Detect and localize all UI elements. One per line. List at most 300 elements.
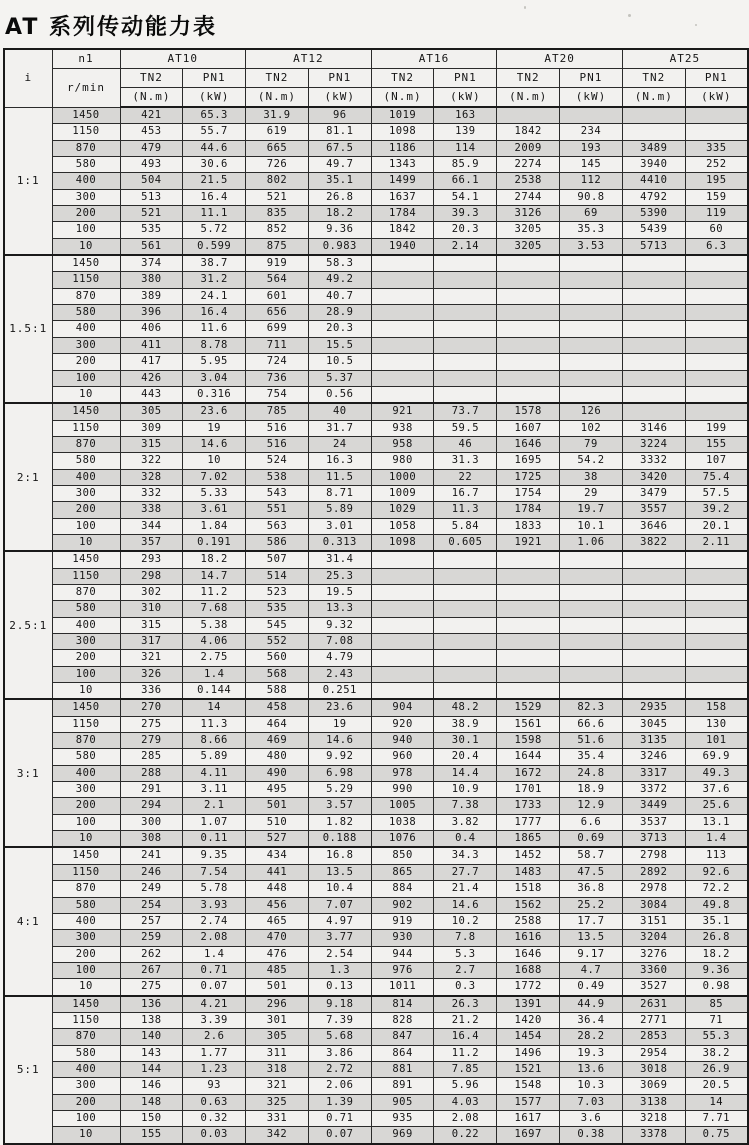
value-cell (497, 354, 560, 370)
value-cell: 905 (371, 1094, 434, 1110)
sub-header-tn2: TN2 (622, 69, 685, 88)
value-cell: 14.4 (434, 765, 497, 781)
speed-cell: 1150 (52, 420, 120, 436)
value-cell: 46 (434, 436, 497, 452)
value-cell (622, 666, 685, 682)
value-cell: 1343 (371, 157, 434, 173)
value-cell: 4.79 (308, 650, 371, 666)
value-cell: 130 (685, 716, 748, 732)
value-cell: 49.7 (308, 157, 371, 173)
value-cell: 3.86 (308, 1045, 371, 1061)
speed-cell: 10 (52, 979, 120, 996)
value-cell: 5713 (622, 238, 685, 255)
speed-cell: 870 (52, 584, 120, 600)
col-header-r-min: r/min (52, 69, 120, 108)
value-cell: 3360 (622, 962, 685, 978)
table-row (4, 716, 748, 732)
value-cell: 145 (560, 157, 623, 173)
value-cell: 321 (246, 1078, 309, 1094)
value-cell: 65.3 (183, 107, 246, 124)
value-cell: 102 (560, 420, 623, 436)
value-cell: 39.3 (434, 206, 497, 222)
value-cell: 1.4 (183, 666, 246, 682)
value-cell: 3084 (622, 897, 685, 913)
value-cell (685, 354, 748, 370)
value-cell: 865 (371, 864, 434, 880)
value-cell: 448 (246, 881, 309, 897)
value-cell: 5.96 (434, 1078, 497, 1094)
speed-cell: 580 (52, 749, 120, 765)
value-cell: 0.3 (434, 979, 497, 996)
value-cell: 92.6 (685, 864, 748, 880)
value-cell (497, 272, 560, 288)
value-cell: 1.23 (183, 1061, 246, 1077)
value-cell: 11.3 (183, 716, 246, 732)
value-cell: 7.38 (434, 798, 497, 814)
value-cell: 19 (308, 716, 371, 732)
value-cell: 1452 (497, 847, 560, 864)
value-cell (497, 568, 560, 584)
speed-cell: 100 (52, 370, 120, 386)
value-cell: 1646 (497, 436, 560, 452)
value-cell (497, 107, 560, 124)
value-cell (560, 634, 623, 650)
value-cell (622, 255, 685, 272)
value-cell: 325 (246, 1094, 309, 1110)
value-cell: 1391 (497, 996, 560, 1013)
value-cell: 19.7 (560, 502, 623, 518)
table-row (4, 847, 748, 864)
value-cell (497, 305, 560, 321)
value-cell: 34.3 (434, 847, 497, 864)
value-cell: 16.3 (308, 453, 371, 469)
value-cell: 479 (120, 140, 183, 156)
value-cell: 7.8 (434, 930, 497, 946)
value-cell: 20.5 (685, 1078, 748, 1094)
value-cell: 586 (246, 534, 309, 551)
speed-cell: 870 (52, 288, 120, 304)
value-cell (685, 650, 748, 666)
value-cell: 72.2 (685, 881, 748, 897)
value-cell: 24 (308, 436, 371, 452)
value-cell: 374 (120, 255, 183, 272)
value-cell: 300 (120, 814, 183, 830)
value-cell: 31.3 (434, 453, 497, 469)
value-cell: 1842 (497, 124, 560, 140)
speed-cell: 870 (52, 140, 120, 156)
value-cell: 10 (183, 453, 246, 469)
value-cell (371, 601, 434, 617)
value-cell (622, 634, 685, 650)
value-cell: 49.3 (685, 765, 748, 781)
speed-cell: 870 (52, 436, 120, 452)
value-cell: 3.11 (183, 782, 246, 798)
model-header-at20: AT20 (497, 49, 623, 69)
value-cell (497, 255, 560, 272)
speed-cell: 10 (52, 238, 120, 255)
unit-header-nm: (N.m) (246, 88, 309, 108)
value-cell: 1577 (497, 1094, 560, 1110)
value-cell: 828 (371, 1012, 434, 1028)
value-cell: 480 (246, 749, 309, 765)
value-cell: 1562 (497, 897, 560, 913)
value-cell: 1754 (497, 485, 560, 501)
value-cell: 19.3 (560, 1045, 623, 1061)
value-cell (497, 584, 560, 600)
value-cell: 126 (560, 403, 623, 420)
value-cell: 1009 (371, 485, 434, 501)
value-cell (371, 354, 434, 370)
speed-cell: 300 (52, 634, 120, 650)
value-cell: 252 (685, 157, 748, 173)
speed-cell: 300 (52, 485, 120, 501)
sub-header-tn2: TN2 (246, 69, 309, 88)
value-cell: 25.6 (685, 798, 748, 814)
value-cell: 396 (120, 305, 183, 321)
value-cell: 960 (371, 749, 434, 765)
value-cell: 193 (560, 140, 623, 156)
value-cell: 1038 (371, 814, 434, 830)
value-cell: 259 (120, 930, 183, 946)
value-cell: 296 (246, 996, 309, 1013)
value-cell: 1607 (497, 420, 560, 436)
value-cell: 288 (120, 765, 183, 781)
value-cell: 5.37 (308, 370, 371, 386)
table-row (4, 420, 748, 436)
value-cell (560, 386, 623, 403)
value-cell: 2009 (497, 140, 560, 156)
value-cell (560, 370, 623, 386)
value-cell: 11.2 (434, 1045, 497, 1061)
value-cell: 0.13 (308, 979, 371, 996)
value-cell (622, 584, 685, 600)
value-cell (622, 337, 685, 353)
value-cell: 305 (246, 1029, 309, 1045)
value-cell: 814 (371, 996, 434, 1013)
speed-cell: 580 (52, 601, 120, 617)
value-cell: 291 (120, 782, 183, 798)
value-cell (371, 617, 434, 633)
unit-header-kw: (kW) (434, 88, 497, 108)
value-cell: 5.68 (308, 1029, 371, 1045)
value-cell: 38.9 (434, 716, 497, 732)
value-cell: 3527 (622, 979, 685, 996)
table-row (4, 485, 748, 501)
value-cell: 990 (371, 782, 434, 798)
value-cell: 3.82 (434, 814, 497, 830)
value-cell (434, 650, 497, 666)
value-cell (497, 634, 560, 650)
value-cell: 4792 (622, 189, 685, 205)
unit-header-nm: (N.m) (497, 88, 560, 108)
value-cell: 14 (685, 1094, 748, 1110)
value-cell: 16.4 (183, 189, 246, 205)
value-cell: 1.39 (308, 1094, 371, 1110)
table-row (4, 518, 748, 534)
value-cell: 20.1 (685, 518, 748, 534)
value-cell: 85 (685, 996, 748, 1013)
value-cell: 864 (371, 1045, 434, 1061)
value-cell: 35.1 (685, 913, 748, 929)
speed-cell: 100 (52, 666, 120, 682)
speed-cell: 200 (52, 798, 120, 814)
transmission-capacity-table (3, 48, 749, 1145)
value-cell: 4.11 (183, 765, 246, 781)
value-cell (497, 337, 560, 353)
value-cell: 10.3 (560, 1078, 623, 1094)
value-cell (685, 617, 748, 633)
value-cell: 1617 (497, 1110, 560, 1126)
value-cell (622, 386, 685, 403)
speed-cell: 1450 (52, 847, 120, 864)
value-cell (434, 584, 497, 600)
value-cell: 426 (120, 370, 183, 386)
value-cell: 44.9 (560, 996, 623, 1013)
value-cell: 3246 (622, 749, 685, 765)
value-cell: 16.4 (183, 305, 246, 321)
value-cell: 564 (246, 272, 309, 288)
value-cell: 69.9 (685, 749, 748, 765)
value-cell: 7.71 (685, 1110, 748, 1126)
value-cell (434, 617, 497, 633)
value-cell: 1688 (497, 962, 560, 978)
speed-cell: 300 (52, 189, 120, 205)
value-cell: 158 (685, 699, 748, 716)
value-cell: 3276 (622, 946, 685, 962)
value-cell: 5.84 (434, 518, 497, 534)
value-cell (497, 666, 560, 682)
value-cell: 389 (120, 288, 183, 304)
value-cell: 1784 (497, 502, 560, 518)
value-cell: 3218 (622, 1110, 685, 1126)
table-row (4, 946, 748, 962)
value-cell: 560 (246, 650, 309, 666)
speed-cell: 1150 (52, 568, 120, 584)
value-cell: 535 (120, 222, 183, 238)
value-cell: 246 (120, 864, 183, 880)
table-row (4, 238, 748, 255)
value-cell: 0.599 (183, 238, 246, 255)
value-cell: 9.36 (308, 222, 371, 238)
value-cell: 298 (120, 568, 183, 584)
value-cell: 1733 (497, 798, 560, 814)
table-row (4, 749, 748, 765)
table-header (4, 49, 748, 107)
value-cell: 2892 (622, 864, 685, 880)
speed-cell: 300 (52, 930, 120, 946)
value-cell: 543 (246, 485, 309, 501)
value-cell: 3449 (622, 798, 685, 814)
sub-header-pn1: PN1 (685, 69, 748, 88)
value-cell: 1.4 (685, 831, 748, 848)
value-cell (685, 272, 748, 288)
value-cell: 136 (120, 996, 183, 1013)
value-cell: 30.6 (183, 157, 246, 173)
value-cell: 3537 (622, 814, 685, 830)
value-cell (371, 255, 434, 272)
value-cell: 67.5 (308, 140, 371, 156)
value-cell: 47.5 (560, 864, 623, 880)
value-cell: 49.8 (685, 897, 748, 913)
value-cell (434, 255, 497, 272)
value-cell (622, 305, 685, 321)
value-cell: 545 (246, 617, 309, 633)
table-row (4, 1110, 748, 1126)
value-cell: 1940 (371, 238, 434, 255)
value-cell: 1598 (497, 733, 560, 749)
value-cell: 54.2 (560, 453, 623, 469)
value-cell: 504 (120, 173, 183, 189)
value-cell: 14.6 (183, 436, 246, 452)
value-cell: 107 (685, 453, 748, 469)
value-cell: 2.11 (685, 534, 748, 551)
value-cell: 568 (246, 666, 309, 682)
value-cell: 1058 (371, 518, 434, 534)
value-cell: 1454 (497, 1029, 560, 1045)
speed-cell: 200 (52, 354, 120, 370)
value-cell: 7.39 (308, 1012, 371, 1028)
value-cell: 501 (246, 798, 309, 814)
value-cell: 2.54 (308, 946, 371, 962)
value-cell: 336 (120, 683, 183, 700)
value-cell: 234 (560, 124, 623, 140)
value-cell: 25.2 (560, 897, 623, 913)
speed-cell: 580 (52, 1045, 120, 1061)
value-cell: 1076 (371, 831, 434, 848)
value-cell: 11.5 (308, 469, 371, 485)
value-cell: 969 (371, 1127, 434, 1144)
table-row (4, 124, 748, 140)
speed-cell: 200 (52, 1094, 120, 1110)
value-cell: 10.4 (308, 881, 371, 897)
value-cell: 114 (434, 140, 497, 156)
value-cell: 20.3 (308, 321, 371, 337)
table-row (4, 1094, 748, 1110)
value-cell: 3713 (622, 831, 685, 848)
value-cell: 920 (371, 716, 434, 732)
value-cell: 35.3 (560, 222, 623, 238)
value-cell: 476 (246, 946, 309, 962)
model-header-at16: AT16 (371, 49, 497, 69)
speed-cell: 400 (52, 321, 120, 337)
value-cell: 0.191 (183, 534, 246, 551)
table-row (4, 1078, 748, 1094)
value-cell: 0.188 (308, 831, 371, 848)
value-cell: 3646 (622, 518, 685, 534)
table-row (4, 733, 748, 749)
value-cell: 1697 (497, 1127, 560, 1144)
table-row (4, 255, 748, 272)
value-cell: 119 (685, 206, 748, 222)
value-cell: 6.98 (308, 765, 371, 781)
value-cell: 847 (371, 1029, 434, 1045)
value-cell: 27.7 (434, 864, 497, 880)
value-cell (560, 683, 623, 700)
speed-cell: 10 (52, 683, 120, 700)
value-cell: 13.5 (560, 930, 623, 946)
value-cell (371, 370, 434, 386)
value-cell: 1005 (371, 798, 434, 814)
value-cell: 7.03 (560, 1094, 623, 1110)
value-cell: 305 (120, 403, 183, 420)
value-cell: 0.983 (308, 238, 371, 255)
value-cell (434, 568, 497, 584)
value-cell: 5.38 (183, 617, 246, 633)
speed-cell: 400 (52, 469, 120, 485)
value-cell: 12.9 (560, 798, 623, 814)
value-cell: 37.6 (685, 782, 748, 798)
value-cell: 58.3 (308, 255, 371, 272)
value-cell: 331 (246, 1110, 309, 1126)
value-cell (622, 683, 685, 700)
value-cell (560, 584, 623, 600)
col-header-n1: n1 (52, 49, 120, 69)
value-cell: 8.66 (183, 733, 246, 749)
table-row (4, 601, 748, 617)
value-cell: 309 (120, 420, 183, 436)
value-cell (560, 337, 623, 353)
value-cell: 0.251 (308, 683, 371, 700)
value-cell: 875 (246, 238, 309, 255)
value-cell: 31.7 (308, 420, 371, 436)
value-cell: 940 (371, 733, 434, 749)
value-cell (560, 321, 623, 337)
table-row (4, 831, 748, 848)
value-cell: 16.4 (434, 1029, 497, 1045)
value-cell: 310 (120, 601, 183, 617)
speed-cell: 1150 (52, 1012, 120, 1028)
value-cell: 18.2 (183, 551, 246, 568)
value-cell: 326 (120, 666, 183, 682)
value-cell: 3.04 (183, 370, 246, 386)
value-cell: 9.17 (560, 946, 623, 962)
value-cell: 23.6 (308, 699, 371, 716)
value-cell: 40 (308, 403, 371, 420)
value-cell: 7.54 (183, 864, 246, 880)
value-cell: 1.06 (560, 534, 623, 551)
model-header-at12: AT12 (246, 49, 372, 69)
value-cell (685, 666, 748, 682)
value-cell: 3.6 (560, 1110, 623, 1126)
value-cell: 1833 (497, 518, 560, 534)
value-cell: 5.89 (183, 749, 246, 765)
table-row (4, 140, 748, 156)
value-cell: 0.316 (183, 386, 246, 403)
value-cell: 195 (685, 173, 748, 189)
value-cell: 850 (371, 847, 434, 864)
table-row (4, 979, 748, 996)
speed-cell: 100 (52, 814, 120, 830)
value-cell: 139 (434, 124, 497, 140)
value-cell: 275 (120, 716, 183, 732)
value-cell (434, 288, 497, 304)
ratio-cell: 5:1 (4, 996, 52, 1144)
table-row (4, 1012, 748, 1028)
value-cell: 26.8 (685, 930, 748, 946)
value-cell: 22 (434, 469, 497, 485)
value-cell: 54.1 (434, 189, 497, 205)
value-cell: 15.5 (308, 337, 371, 353)
value-cell (622, 568, 685, 584)
value-cell: 411 (120, 337, 183, 353)
speed-cell: 1450 (52, 255, 120, 272)
value-cell (622, 354, 685, 370)
value-cell: 58.7 (560, 847, 623, 864)
value-cell: 315 (120, 436, 183, 452)
value-cell: 516 (246, 436, 309, 452)
value-cell: 249 (120, 881, 183, 897)
speed-cell: 200 (52, 502, 120, 518)
